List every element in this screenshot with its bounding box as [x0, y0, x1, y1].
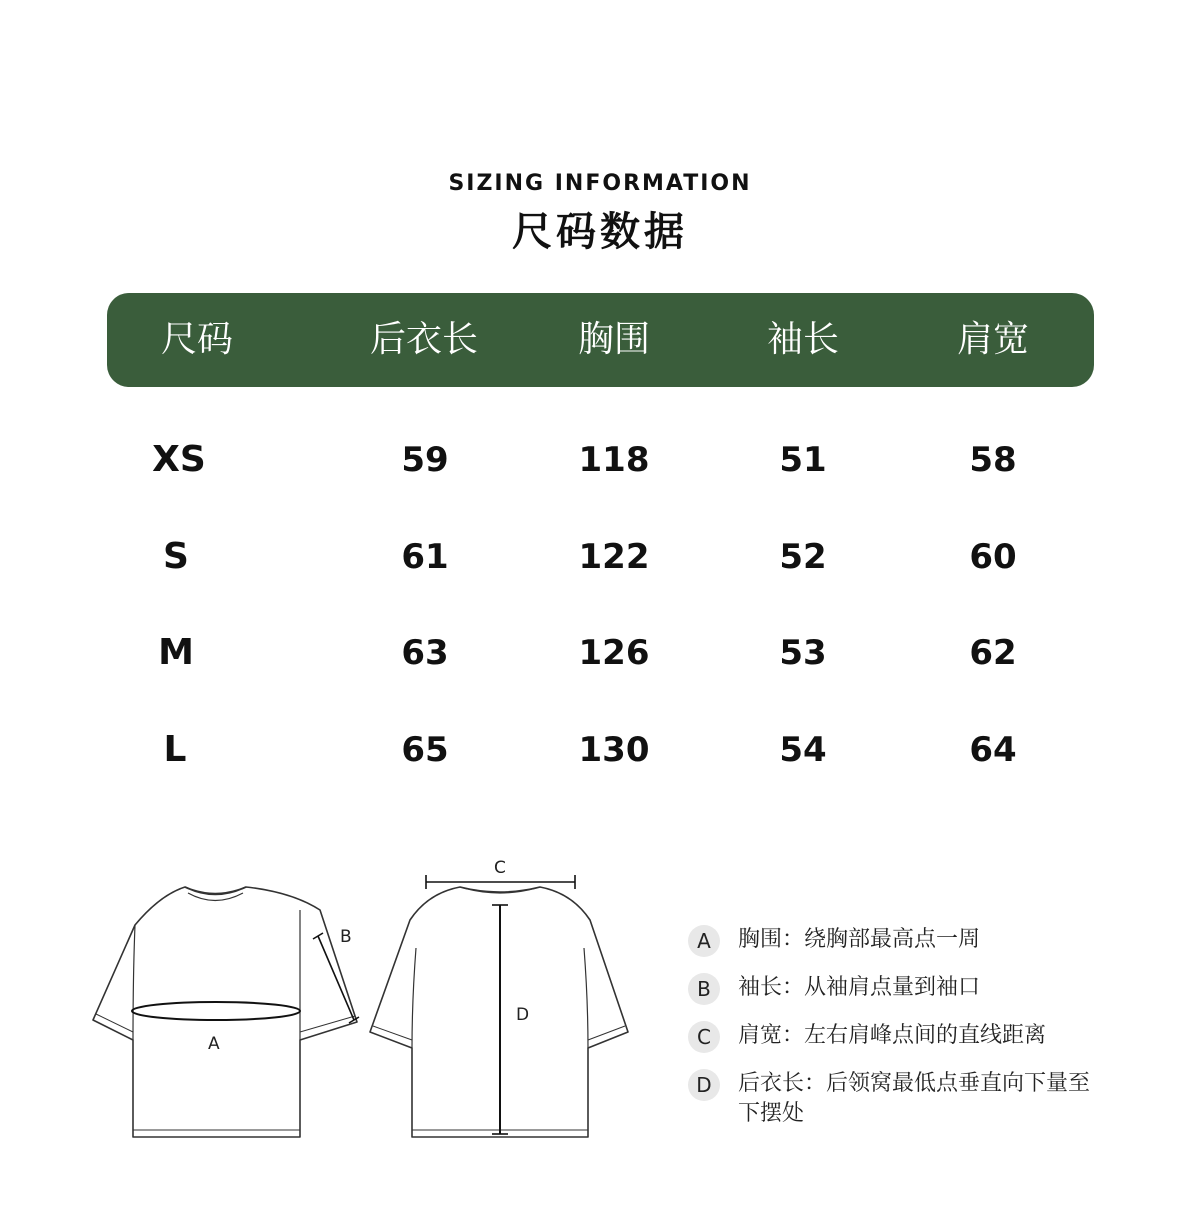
table-header: [107, 293, 1094, 387]
label-b: B: [340, 927, 352, 947]
table-row: [0, 430, 1200, 490]
legend-text: 袖长：从袖肩点量到袖口: [738, 975, 981, 1000]
label-c: C: [494, 858, 506, 878]
table-row: [0, 623, 1200, 683]
legend-badge: D: [688, 1069, 720, 1101]
chest-cell: 130: [578, 730, 650, 770]
header-back-length: 后衣长: [369, 319, 478, 360]
legend-text: 胸围：绕胸部最高点一周: [738, 927, 981, 952]
header-size: 尺码: [160, 319, 233, 360]
back-length-cell: 61: [401, 537, 449, 577]
size-cell: S: [163, 536, 189, 577]
sleeve-cell: 51: [779, 440, 827, 480]
legend-item: [688, 973, 1168, 1005]
measurement-legend: [688, 925, 1168, 1145]
legend-item: [688, 925, 1168, 957]
shoulder-cell: 58: [969, 440, 1017, 480]
legend-text: 后衣长：后领窝最低点垂直向下量至下摆处: [738, 1071, 1091, 1126]
size-cell: M: [158, 632, 194, 673]
title-chinese: 尺码数据: [512, 209, 688, 255]
shoulder-cell: 60: [969, 537, 1017, 577]
table-row: [0, 720, 1200, 780]
chest-cell: 122: [578, 537, 650, 577]
header-shoulder: 肩宽: [956, 319, 1029, 360]
sleeve-cell: 54: [779, 730, 827, 770]
chest-cell: 126: [578, 633, 650, 673]
title-english: SIZING INFORMATION: [448, 171, 752, 196]
header-chest: 胸围: [577, 319, 650, 360]
sleeve-cell: 52: [779, 537, 827, 577]
legend-item: [688, 1069, 1168, 1129]
sleeve-cell: 53: [779, 633, 827, 673]
size-cell: L: [163, 729, 187, 770]
header-sleeve: 袖长: [766, 319, 839, 360]
legend-badge: B: [688, 973, 720, 1005]
shoulder-cell: 62: [969, 633, 1017, 673]
size-cell: XS: [152, 439, 206, 480]
back-length-cell: 63: [401, 633, 449, 673]
chest-cell: 118: [578, 440, 650, 480]
back-length-cell: 65: [401, 730, 449, 770]
back-length-cell: 59: [401, 440, 449, 480]
table-row: [0, 527, 1200, 587]
shoulder-cell: 64: [969, 730, 1017, 770]
tshirt-diagram: [0, 840, 680, 1160]
legend-badge: A: [688, 925, 720, 957]
legend-item: [688, 1021, 1168, 1053]
legend-text: 肩宽：左右肩峰点间的直线距离: [738, 1023, 1047, 1048]
legend-badge: C: [688, 1021, 720, 1053]
label-a: A: [208, 1034, 220, 1054]
label-d: D: [516, 1005, 530, 1025]
